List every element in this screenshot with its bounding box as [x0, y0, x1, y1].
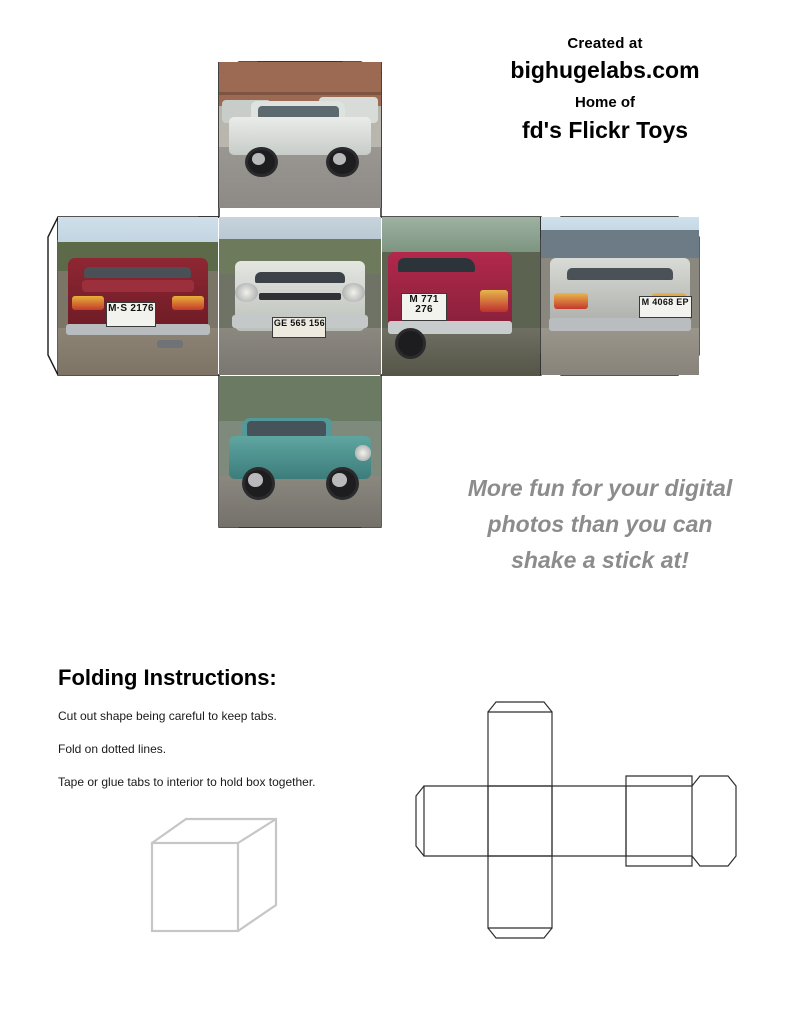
folding-step-2: Fold on dotted lines. — [58, 742, 167, 756]
rear-window — [84, 267, 191, 279]
license-plate: M 771 276 — [401, 293, 447, 321]
rear-window — [567, 268, 673, 280]
cube-net-diagram — [410, 690, 740, 940]
taillight-left — [72, 296, 104, 310]
photo-top — [219, 62, 381, 208]
license-plate: M·S 2176 — [106, 302, 156, 327]
headlight-right — [342, 283, 365, 302]
car-wheel — [395, 328, 426, 359]
grille — [259, 293, 342, 300]
photo-cube-net — [58, 62, 718, 527]
photo-back-image — [541, 217, 699, 375]
photo-front — [219, 217, 381, 375]
sky — [382, 217, 540, 252]
trees — [219, 376, 381, 421]
photo-bottom — [219, 376, 381, 527]
photo-left-image — [58, 217, 218, 375]
ground — [541, 328, 699, 375]
cube-illustration — [148, 815, 283, 940]
folding-step-3: Tape or glue tabs to interior to hold box together. — [58, 775, 316, 789]
photo-right-image — [382, 217, 540, 375]
taillight-right — [172, 296, 204, 310]
photo-back — [541, 217, 699, 375]
photo-top-image — [219, 62, 381, 208]
car-hubcap-front — [332, 473, 347, 487]
tagline: More fun for your digital photos than you can shake a stick at! — [467, 475, 733, 573]
folding-step-1: Cut out shape being careful to keep tabs. — [58, 709, 277, 723]
trunk-lid — [82, 280, 195, 292]
folding-instructions-steps — [58, 708, 398, 807]
headlight — [355, 445, 371, 460]
photo-left — [58, 217, 218, 375]
license-plate: GE 565 156 — [272, 317, 326, 339]
brand-name: bighugelabs.com — [510, 57, 700, 83]
photo-right — [382, 217, 540, 375]
taillight-left — [554, 293, 589, 309]
flickr-toys-title: fd's Flickr Toys — [521, 117, 689, 143]
rear-bumper — [549, 318, 691, 331]
car-hubcap-rear — [333, 153, 346, 165]
photo-bottom-image — [219, 376, 381, 527]
license-plate: M 4068 EP — [639, 296, 692, 318]
car-hubcap-front — [252, 153, 265, 165]
home-of-label: Home of — [575, 94, 635, 111]
created-at-label: Created at — [567, 35, 643, 52]
folding-instructions-title: Folding Instructions: — [58, 665, 277, 690]
exhaust-pipe — [157, 340, 183, 348]
building — [541, 230, 699, 258]
car-hubcap-rear — [248, 473, 263, 487]
photo-front-image — [219, 217, 381, 375]
rear-window — [398, 258, 474, 272]
taillight-right — [480, 290, 508, 312]
windshield — [255, 272, 346, 283]
